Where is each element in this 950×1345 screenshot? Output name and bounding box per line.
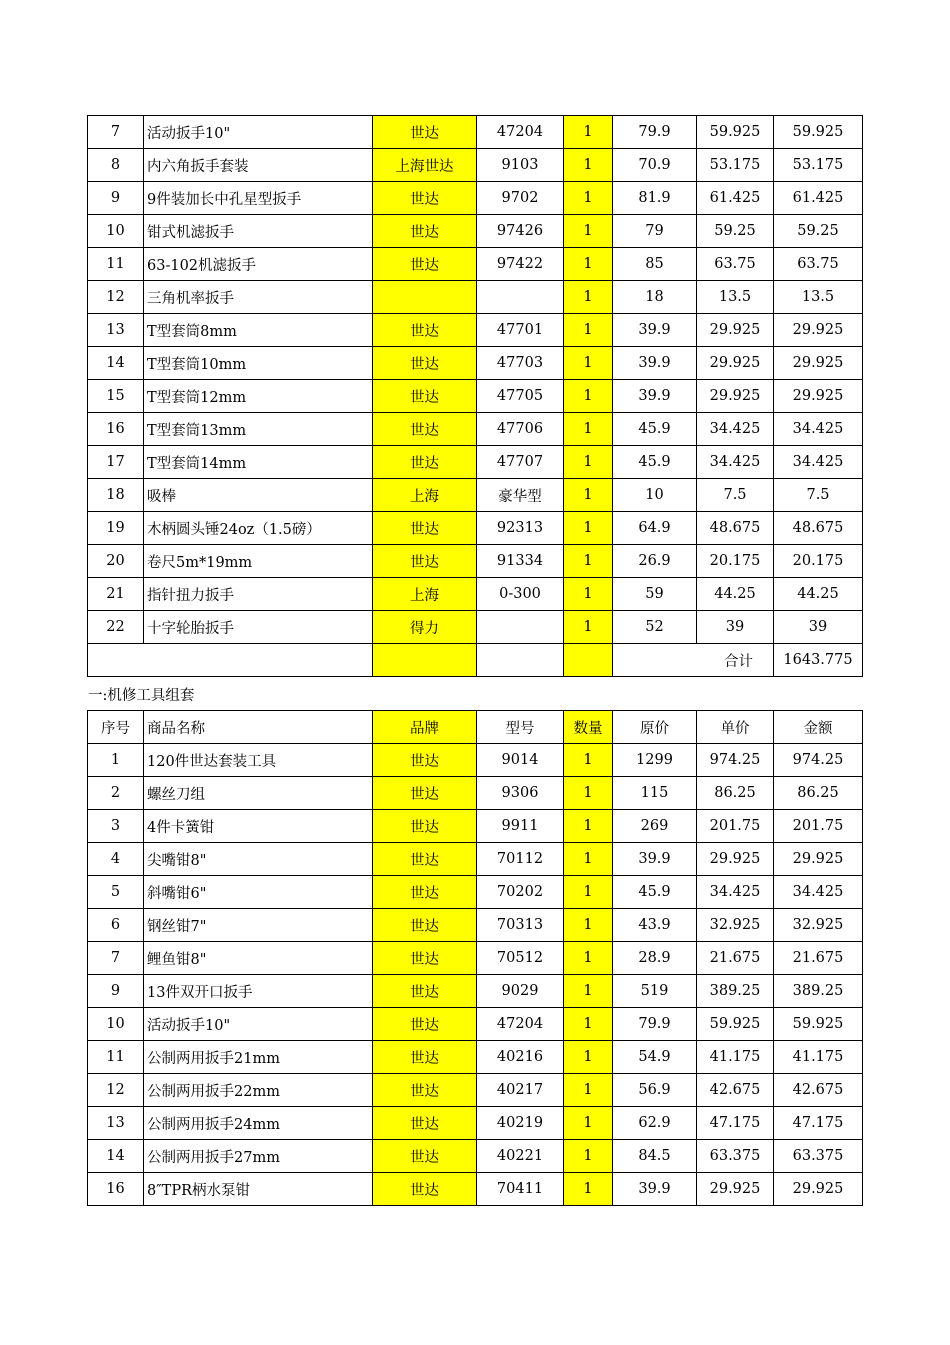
table-row: [88, 777, 863, 810]
cell-unit-price: 29.925: [697, 843, 774, 876]
cell-name: 斜嘴钳6": [144, 876, 373, 909]
cell-qty: 1: [564, 512, 613, 545]
cell-unit-price: 48.675: [697, 512, 774, 545]
header-model: 型号: [477, 711, 564, 744]
cell-orig-price: 45.9: [613, 413, 697, 446]
header-orig: 原价: [613, 711, 697, 744]
cell-no: 3: [88, 810, 144, 843]
total-qty-cell: [564, 644, 613, 677]
cell-orig-price: 79.9: [613, 1008, 697, 1041]
cell-brand: 世达: [373, 777, 477, 810]
cell-brand: 世达: [373, 347, 477, 380]
cell-model: 47204: [477, 1008, 564, 1041]
cell-name: T型套筒14mm: [144, 446, 373, 479]
cell-unit-price: 61.425: [697, 182, 774, 215]
cell-orig-price: 54.9: [613, 1041, 697, 1074]
cell-qty: 1: [564, 347, 613, 380]
cell-orig-price: 62.9: [613, 1107, 697, 1140]
cell-no: 17: [88, 446, 144, 479]
cell-model: 豪华型: [477, 479, 564, 512]
cell-qty: 1: [564, 1074, 613, 1107]
cell-qty: 1: [564, 1140, 613, 1173]
cell-brand: 世达: [373, 446, 477, 479]
table-row: [88, 380, 863, 413]
cell-orig-price: 39.9: [613, 347, 697, 380]
cell-qty: 1: [564, 248, 613, 281]
cell-no: 22: [88, 611, 144, 644]
table-row: [88, 1074, 863, 1107]
cell-name: 十字轮胎扳手: [144, 611, 373, 644]
cell-name: 三角机率扳手: [144, 281, 373, 314]
cell-no: 1: [88, 744, 144, 777]
cell-model: 70313: [477, 909, 564, 942]
cell-brand: 世达: [373, 116, 477, 149]
total-blank-cell: [88, 644, 373, 677]
total-row: [88, 644, 863, 677]
cell-brand: 世达: [373, 413, 477, 446]
table-row: [88, 843, 863, 876]
cell-brand: 世达: [373, 215, 477, 248]
cell-orig-price: 269: [613, 810, 697, 843]
cell-amount: 29.925: [774, 843, 863, 876]
cell-no: 12: [88, 281, 144, 314]
section-caption: 一:机修工具组套: [88, 688, 195, 704]
cell-unit-price: 59.25: [697, 215, 774, 248]
cell-orig-price: 45.9: [613, 876, 697, 909]
cell-qty: 1: [564, 1173, 613, 1206]
cell-unit-price: 34.425: [697, 413, 774, 446]
cell-unit-price: 59.925: [697, 116, 774, 149]
table-row: [88, 413, 863, 446]
cell-model: 9029: [477, 975, 564, 1008]
cell-orig-price: 79.9: [613, 116, 697, 149]
cell-orig-price: 115: [613, 777, 697, 810]
cell-qty: 1: [564, 149, 613, 182]
cell-brand: 世达: [373, 545, 477, 578]
cell-brand: 世达: [373, 314, 477, 347]
cell-orig-price: 59: [613, 578, 697, 611]
cell-orig-price: 18: [613, 281, 697, 314]
cell-brand: 世达: [373, 1008, 477, 1041]
cell-name: T型套筒13mm: [144, 413, 373, 446]
cell-brand: 世达: [373, 1140, 477, 1173]
cell-unit-price: 42.675: [697, 1074, 774, 1107]
cell-no: 16: [88, 413, 144, 446]
cell-orig-price: 79: [613, 215, 697, 248]
cell-qty: 1: [564, 777, 613, 810]
cell-orig-price: 39.9: [613, 843, 697, 876]
cell-amount: 34.425: [774, 413, 863, 446]
cell-orig-price: 43.9: [613, 909, 697, 942]
cell-name: 63-102机滤扳手: [144, 248, 373, 281]
cell-name: 尖嘴钳8": [144, 843, 373, 876]
cell-model: 9306: [477, 777, 564, 810]
cell-unit-price: 47.175: [697, 1107, 774, 1140]
cell-name: 公制两用扳手22mm: [144, 1074, 373, 1107]
cell-name: T型套筒12mm: [144, 380, 373, 413]
cell-name: 钢丝钳7": [144, 909, 373, 942]
cell-orig-price: 84.5: [613, 1140, 697, 1173]
cell-amount: 42.675: [774, 1074, 863, 1107]
cell-name: 指针扭力扳手: [144, 578, 373, 611]
cell-unit-price: 29.925: [697, 380, 774, 413]
cell-name: 公制两用扳手21mm: [144, 1041, 373, 1074]
cell-amount: 29.925: [774, 347, 863, 380]
cell-model: 40221: [477, 1140, 564, 1173]
cell-unit-price: 34.425: [697, 876, 774, 909]
cell-orig-price: 64.9: [613, 512, 697, 545]
cell-qty: 1: [564, 909, 613, 942]
cell-no: 11: [88, 1041, 144, 1074]
table-row: [88, 975, 863, 1008]
cell-orig-price: 519: [613, 975, 697, 1008]
cell-model: 70512: [477, 942, 564, 975]
cell-brand: 世达: [373, 248, 477, 281]
table-row: [88, 1008, 863, 1041]
cell-unit-price: 20.175: [697, 545, 774, 578]
cell-name: 8″TPR柄水泵钳: [144, 1173, 373, 1206]
cell-amount: 44.25: [774, 578, 863, 611]
cell-amount: 29.925: [774, 1173, 863, 1206]
cell-amount: 20.175: [774, 545, 863, 578]
cell-unit-price: 86.25: [697, 777, 774, 810]
cell-name: 内六角扳手套装: [144, 149, 373, 182]
cell-brand: [373, 281, 477, 314]
table-row: [88, 611, 863, 644]
header-no: 序号: [88, 711, 144, 744]
table-row: [88, 248, 863, 281]
cell-qty: 1: [564, 843, 613, 876]
cell-amount: 201.75: [774, 810, 863, 843]
cell-amount: 21.675: [774, 942, 863, 975]
cell-name: 卷尺5m*19mm: [144, 545, 373, 578]
cell-model: 47204: [477, 116, 564, 149]
cell-name: T型套筒8mm: [144, 314, 373, 347]
cell-no: 13: [88, 314, 144, 347]
cell-model: 9014: [477, 744, 564, 777]
cell-brand: 世达: [373, 380, 477, 413]
cell-qty: 1: [564, 116, 613, 149]
cell-no: 19: [88, 512, 144, 545]
cell-amount: 41.175: [774, 1041, 863, 1074]
cell-unit-price: 29.925: [697, 347, 774, 380]
cell-qty: 1: [564, 1008, 613, 1041]
header-name: 商品名称: [144, 711, 373, 744]
cell-orig-price: 85: [613, 248, 697, 281]
cell-amount: 86.25: [774, 777, 863, 810]
cell-no: 4: [88, 843, 144, 876]
table-row: [88, 744, 863, 777]
table-row: [88, 578, 863, 611]
cell-unit-price: 13.5: [697, 281, 774, 314]
cell-amount: 47.175: [774, 1107, 863, 1140]
cell-orig-price: 26.9: [613, 545, 697, 578]
cell-unit-price: 34.425: [697, 446, 774, 479]
cell-no: 20: [88, 545, 144, 578]
cell-qty: 1: [564, 314, 613, 347]
cell-amount: 53.175: [774, 149, 863, 182]
tool-table-1: [87, 115, 863, 677]
table-row: [88, 215, 863, 248]
cell-name: T型套筒10mm: [144, 347, 373, 380]
cell-no: 16: [88, 1173, 144, 1206]
header-qty: 数量: [564, 711, 613, 744]
cell-model: 9702: [477, 182, 564, 215]
cell-no: 8: [88, 149, 144, 182]
cell-orig-price: 1299: [613, 744, 697, 777]
cell-no: 2: [88, 777, 144, 810]
cell-model: 70202: [477, 876, 564, 909]
cell-no: 15: [88, 380, 144, 413]
cell-no: 5: [88, 876, 144, 909]
cell-no: 9: [88, 182, 144, 215]
cell-orig-price: 39.9: [613, 1173, 697, 1206]
cell-model: 0-300: [477, 578, 564, 611]
cell-qty: 1: [564, 182, 613, 215]
cell-brand: 世达: [373, 909, 477, 942]
cell-model: 40216: [477, 1041, 564, 1074]
cell-unit-price: 389.25: [697, 975, 774, 1008]
cell-no: 10: [88, 215, 144, 248]
cell-qty: 1: [564, 744, 613, 777]
header-unit: 单价: [697, 711, 774, 744]
cell-model: 91334: [477, 545, 564, 578]
table-row: [88, 909, 863, 942]
cell-orig-price: 45.9: [613, 446, 697, 479]
cell-name: 吸棒: [144, 479, 373, 512]
cell-unit-price: 59.925: [697, 1008, 774, 1041]
cell-name: 9件装加长中孔星型扳手: [144, 182, 373, 215]
table-row: [88, 1173, 863, 1206]
cell-qty: 1: [564, 413, 613, 446]
cell-no: 18: [88, 479, 144, 512]
cell-amount: 59.925: [774, 116, 863, 149]
cell-unit-price: 44.25: [697, 578, 774, 611]
cell-qty: 1: [564, 281, 613, 314]
cell-brand: 世达: [373, 182, 477, 215]
cell-model: 47705: [477, 380, 564, 413]
cell-orig-price: 81.9: [613, 182, 697, 215]
cell-amount: 59.25: [774, 215, 863, 248]
cell-model: 97426: [477, 215, 564, 248]
table-row: [88, 810, 863, 843]
cell-qty: 1: [564, 1041, 613, 1074]
total-value: 1643.775: [774, 644, 863, 677]
table-row: [88, 281, 863, 314]
cell-qty: 1: [564, 215, 613, 248]
cell-unit-price: 39: [697, 611, 774, 644]
table-row: [88, 876, 863, 909]
cell-brand: 世达: [373, 1107, 477, 1140]
cell-unit-price: 974.25: [697, 744, 774, 777]
table-row: [88, 116, 863, 149]
cell-name: 鲤鱼钳8": [144, 942, 373, 975]
cell-amount: 974.25: [774, 744, 863, 777]
cell-model: 40217: [477, 1074, 564, 1107]
cell-no: 14: [88, 1140, 144, 1173]
cell-model: [477, 281, 564, 314]
cell-model: 9911: [477, 810, 564, 843]
cell-amount: 63.75: [774, 248, 863, 281]
cell-model: [477, 611, 564, 644]
total-label: 合计: [613, 644, 774, 677]
cell-brand: 世达: [373, 843, 477, 876]
cell-model: 9103: [477, 149, 564, 182]
cell-model: 40219: [477, 1107, 564, 1140]
cell-brand: 上海: [373, 578, 477, 611]
cell-amount: 389.25: [774, 975, 863, 1008]
cell-amount: 34.425: [774, 876, 863, 909]
cell-no: 10: [88, 1008, 144, 1041]
cell-brand: 世达: [373, 810, 477, 843]
cell-qty: 1: [564, 446, 613, 479]
cell-brand: 得力: [373, 611, 477, 644]
cell-unit-price: 201.75: [697, 810, 774, 843]
cell-qty: 1: [564, 578, 613, 611]
cell-amount: 7.5: [774, 479, 863, 512]
cell-no: 7: [88, 116, 144, 149]
cell-amount: 59.925: [774, 1008, 863, 1041]
cell-name: 公制两用扳手24mm: [144, 1107, 373, 1140]
cell-name: 4件卡簧钳: [144, 810, 373, 843]
cell-no: 7: [88, 942, 144, 975]
cell-model: 97422: [477, 248, 564, 281]
cell-qty: 1: [564, 611, 613, 644]
cell-brand: 世达: [373, 1173, 477, 1206]
cell-unit-price: 29.925: [697, 314, 774, 347]
cell-brand: 世达: [373, 512, 477, 545]
cell-brand: 世达: [373, 975, 477, 1008]
cell-name: 13件双开口扳手: [144, 975, 373, 1008]
table-row: [88, 512, 863, 545]
cell-amount: 29.925: [774, 314, 863, 347]
cell-unit-price: 29.925: [697, 1173, 774, 1206]
cell-qty: 1: [564, 1107, 613, 1140]
cell-brand: 世达: [373, 876, 477, 909]
cell-orig-price: 28.9: [613, 942, 697, 975]
cell-brand: 世达: [373, 744, 477, 777]
cell-amount: 63.375: [774, 1140, 863, 1173]
total-model-cell: [477, 644, 564, 677]
cell-orig-price: 56.9: [613, 1074, 697, 1107]
cell-brand: 世达: [373, 1074, 477, 1107]
cell-model: 47701: [477, 314, 564, 347]
cell-no: 14: [88, 347, 144, 380]
cell-qty: 1: [564, 942, 613, 975]
cell-brand: 世达: [373, 1041, 477, 1074]
cell-name: 120件世达套装工具: [144, 744, 373, 777]
total-brand-cell: [373, 644, 477, 677]
table-row: [88, 479, 863, 512]
cell-name: 活动扳手10": [144, 116, 373, 149]
cell-amount: 61.425: [774, 182, 863, 215]
cell-orig-price: 52: [613, 611, 697, 644]
cell-model: 47707: [477, 446, 564, 479]
cell-amount: 29.925: [774, 380, 863, 413]
tool-table-2: [87, 710, 863, 1206]
cell-name: 公制两用扳手27mm: [144, 1140, 373, 1173]
cell-unit-price: 21.675: [697, 942, 774, 975]
table-row: [88, 149, 863, 182]
header-amount: 金额: [774, 711, 863, 744]
cell-unit-price: 41.175: [697, 1041, 774, 1074]
table-row: [88, 446, 863, 479]
cell-brand: 上海: [373, 479, 477, 512]
table-row: [88, 1107, 863, 1140]
cell-model: 47706: [477, 413, 564, 446]
cell-qty: 1: [564, 876, 613, 909]
cell-orig-price: 39.9: [613, 314, 697, 347]
table-row: [88, 182, 863, 215]
table-row: [88, 942, 863, 975]
cell-qty: 1: [564, 545, 613, 578]
cell-unit-price: 63.75: [697, 248, 774, 281]
cell-unit-price: 7.5: [697, 479, 774, 512]
cell-name: 木柄圆头锤24oz（1.5磅）: [144, 512, 373, 545]
cell-qty: 1: [564, 479, 613, 512]
cell-brand: 上海世达: [373, 149, 477, 182]
cell-amount: 32.925: [774, 909, 863, 942]
header-brand: 品牌: [373, 711, 477, 744]
cell-model: 70112: [477, 843, 564, 876]
cell-amount: 48.675: [774, 512, 863, 545]
cell-brand: 世达: [373, 942, 477, 975]
cell-model: 47703: [477, 347, 564, 380]
cell-qty: 1: [564, 975, 613, 1008]
cell-name: 螺丝刀组: [144, 777, 373, 810]
cell-amount: 13.5: [774, 281, 863, 314]
table-row: [88, 314, 863, 347]
cell-orig-price: 39.9: [613, 380, 697, 413]
table-row: [88, 347, 863, 380]
cell-unit-price: 32.925: [697, 909, 774, 942]
cell-model: 92313: [477, 512, 564, 545]
cell-qty: 1: [564, 810, 613, 843]
cell-no: 12: [88, 1074, 144, 1107]
cell-model: 70411: [477, 1173, 564, 1206]
cell-qty: 1: [564, 380, 613, 413]
cell-amount: 34.425: [774, 446, 863, 479]
cell-no: 6: [88, 909, 144, 942]
cell-unit-price: 63.375: [697, 1140, 774, 1173]
cell-name: 钳式机滤扳手: [144, 215, 373, 248]
table-row: [88, 545, 863, 578]
table-row: [88, 1041, 863, 1074]
cell-no: 9: [88, 975, 144, 1008]
cell-orig-price: 10: [613, 479, 697, 512]
cell-unit-price: 53.175: [697, 149, 774, 182]
cell-amount: 39: [774, 611, 863, 644]
cell-name: 活动扳手10": [144, 1008, 373, 1041]
table-row: [88, 1140, 863, 1173]
cell-no: 13: [88, 1107, 144, 1140]
cell-no: 11: [88, 248, 144, 281]
cell-no: 21: [88, 578, 144, 611]
header-row: [88, 711, 863, 744]
cell-orig-price: 70.9: [613, 149, 697, 182]
